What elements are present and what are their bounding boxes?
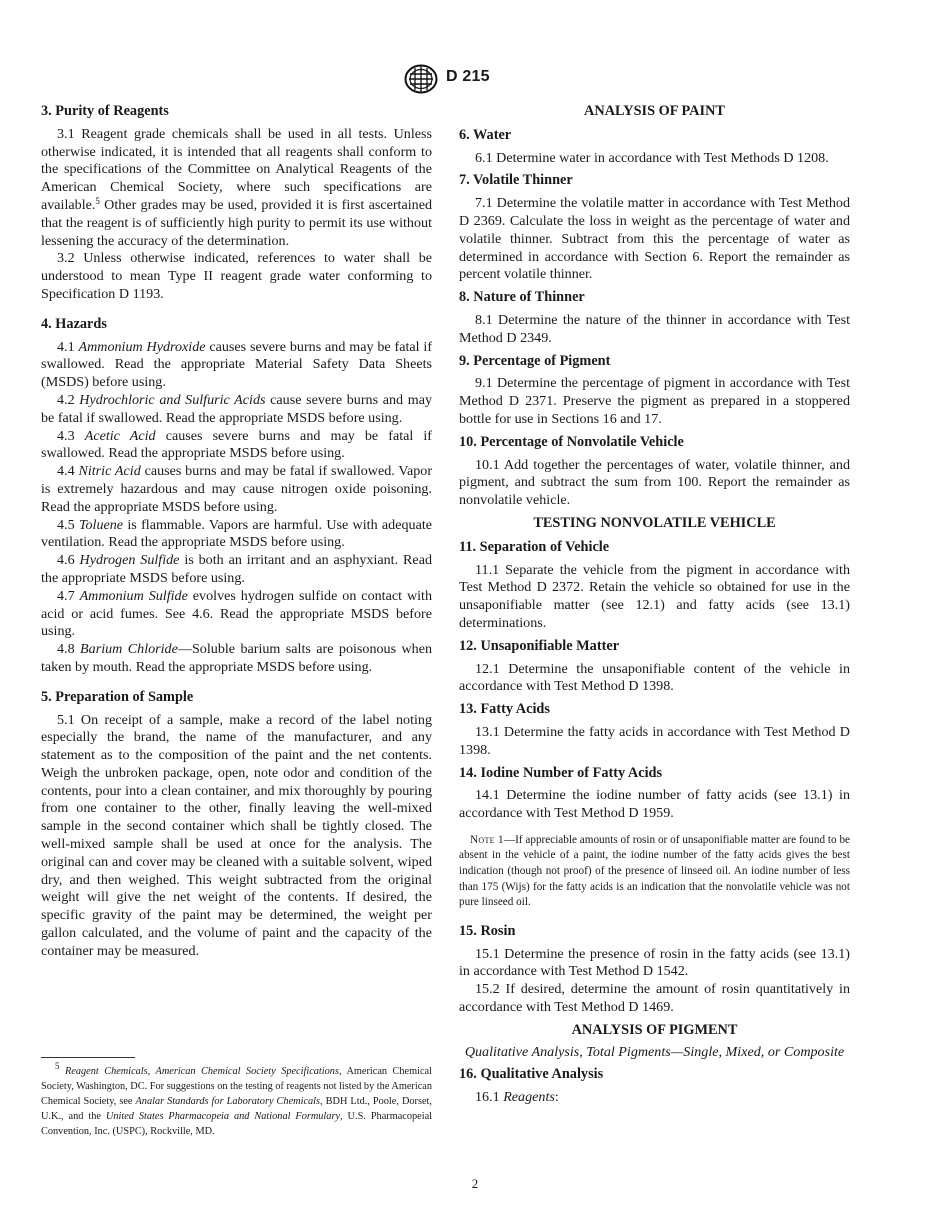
section-heading: 8. Nature of Thinner	[459, 289, 585, 306]
paragraph: 4.8 Barium Chloride—Soluble barium salts are poisonous when taken by mouth. Read the appropriate MSDS before using.	[41, 641, 433, 675]
left-column	[41, 103, 432, 961]
paragraph: 4.5 Toluene is flammable. Vapors are harmful. Use with adequate ventilation. Read the appropriate MSDS before using.	[41, 516, 432, 551]
paragraph: 16.1 Reagents:	[475, 1089, 559, 1106]
paragraph: 4.3 Acetic Acid causes severe burns and may be fatal if swallowed. Read the appropriate MSDS before using.	[41, 427, 432, 462]
paragraph: 8.1 Determine the nature of the thinner in accordance with Test Method D 2349.	[459, 311, 850, 346]
paragraph: 5.1 On receipt of a sample, make a record of the label noting especially the brand, the name of the manufacturer, and any statement as to the composition of the paint and the net contents. Weigh the unbroken package, open, note odor and condition of the contents, pour into a clean container, and mix thoroughly by pouring from one container to the other, finally leaving the well-mixed sample in the second container which shall be tightly closed. The well-mixed sample shall be used at once for the analysis. The original can and cover may be cleaned with a suitable solvent, wiped dry, and then weighed. This weight subtracted from the original weight will give the net weight of the contents. If desired, the specific gravity of the paint may be determined, the weight per gallon calculated, and the volume of paint and the capacity of the container may be measured.	[41, 711, 432, 959]
footnote: $^5$ Reagent Chemicals, American Chemical Society Specifications, American Chemical Society, Washington, DC. For suggestions on the testing of reagents not listed by the American Chemical Society, see Analar Standards for Laboratory Chemicals, BDH Ltd., Poole, Dorset, U.K., and the United States Pharmacopeia and National Formulary, U.S. Pharmacopeial Convention, Inc. (USPC), Rockville, MD.	[41, 1061, 433, 1138]
section-heading: 15. Rosin	[459, 922, 516, 939]
paragraph: 3.2 Unless otherwise indicated, references to water shall be understood to mean Type II reagent grade water conforming to Specification D 1193.	[41, 250, 432, 302]
section-heading: 7. Volatile Thinner	[459, 172, 573, 189]
section-heading: 9. Percentage of Pigment	[459, 352, 611, 369]
paragraph: 4.6 Hydrogen Sulfide is both an irritant and an asphyxiant. Read the appropriate MSDS before using.	[41, 552, 432, 586]
paragraph: 4.2 Hydrochloric and Sulfuric Acids cause severe burns and may be fatal if swallowed. Read the appropriate MSDS before using.	[41, 391, 433, 426]
right-column	[459, 103, 850, 1107]
standard-designation: D 215	[446, 68, 490, 85]
astm-logo-icon	[404, 64, 438, 94]
paragraph: 6.1 Determine water in accordance with Test Methods D 1208.	[475, 149, 829, 166]
paragraph: 4.7 Ammonium Sulfide evolves hydrogen sulfide on contact with acid or acid fumes. See 4.6. Read the appropriate MSDS before using.	[41, 587, 433, 640]
page-header	[0, 64, 950, 94]
section-heading: 12. Unsaponifiable Matter	[459, 637, 620, 654]
paragraph: 9.1 Determine the percentage of pigment in accordance with Test Method D 2371. Preserve the pigment as prepared in a stoppered bottle for use in Sections 16 and 17.	[459, 375, 850, 427]
paragraph: 4.4 Nitric Acid causes burns and may be fatal if swallowed. Vapor is extremely hazardous and may cause nitrogen oxide poisoning. Read the appropriate MSDS before using.	[41, 463, 433, 515]
section-heading: 5. Preparation of Sample	[41, 688, 194, 705]
paragraph: 11.1 Separate the vehicle from the pigment in accordance with Test Method D 2372. Retain the vehicle so obtained for use in the unsaponifiable matter (see 12.1) and fatty acids (see 13.1) determinations.	[459, 561, 850, 631]
section-heading: 6. Water	[459, 126, 512, 143]
paragraph: 15.1 Determine the presence of rosin in the fatty acids (see 13.1) in accordance with Test Method D 1542.	[459, 945, 850, 980]
subheading: Qualitative Analysis, Total Pigments—Single, Mixed, or Composite	[464, 1043, 845, 1060]
paragraph: 3.1 Reagent grade chemicals shall be used in all tests. Unless otherwise indicated, it is intended that all reagents shall conform to the specifications of the Committee on Analytical Reagents of the American Chemical Society, where such specifications are available.$^5$ Other grades may be used, provided it is first ascertained that the reagent is of sufficiently high purity to permit its use without lessening the accuracy of the determination.	[41, 125, 432, 249]
paragraph: 4.1 Ammonium Hydroxide causes severe burns and may be fatal if swallowed. Read the appropriate Material Safety Data Sheets (MSDS) before using.	[41, 338, 433, 391]
paragraph: 12.1 Determine the unsaponifiable content of the vehicle in accordance with Test Method D 1398.	[459, 660, 850, 695]
section-heading: 10. Percentage of Nonvolatile Vehicle	[459, 433, 684, 450]
section-heading: 4. Hazards	[41, 315, 107, 332]
paragraph: 13.1 Determine the fatty acids in accordance with Test Method D 1398.	[459, 723, 850, 758]
paragraph: 7.1 Determine the volatile matter in accordance with Test Method D 2369. Calculate the loss in weight as the percentage of water and volatile thinner. Subtract from this the percentage of water as determined in accordance with Section 6. Report the remainder as percent volatile thinner.	[459, 195, 850, 283]
section-heading: 16. Qualitative Analysis	[459, 1066, 604, 1083]
paragraph: 15.2 If desired, determine the amount of rosin quantitatively in accordance with Test Method D 1469.	[459, 981, 850, 1016]
section-heading: 3. Purity of Reagents	[41, 103, 169, 119]
section-heading: 13. Fatty Acids	[459, 701, 550, 718]
part-heading: TESTING NONVOLATILE VEHICLE	[533, 514, 776, 531]
section-heading: 11. Separation of Vehicle	[459, 538, 610, 555]
page-number: 2	[471, 1176, 479, 1191]
paragraph: 10.1 Add together the percentages of water, volatile thinner, and pigment, and subtract the sum from 100. Report the remainder as nonvolatile vehicle.	[459, 456, 850, 509]
paragraph: 14.1 Determine the iodine number of fatty acids (see 13.1) in accordance with Test Method D 1959.	[459, 787, 850, 822]
part-heading: ANALYSIS OF PIGMENT	[571, 1021, 738, 1038]
footnote-divider	[41, 1057, 135, 1058]
note: Note 1—If appreciable amounts of rosin or of unsaponifiable matter are found to be absent in the vehicle of a paint, the iodine number of the fatty acids gives the best indication (though not proof) of the presence of linseed oil. An iodine number of less than 175 (Wijs) for the fatty acids is an indication that the nonvolatile vehicle was not pure linseed oil.	[459, 833, 851, 909]
section-heading: 14. Iodine Number of Fatty Acids	[459, 764, 663, 781]
footnote-ref: 5	[95, 195, 100, 206]
part-heading: ANALYSIS OF PAINT	[584, 103, 725, 119]
